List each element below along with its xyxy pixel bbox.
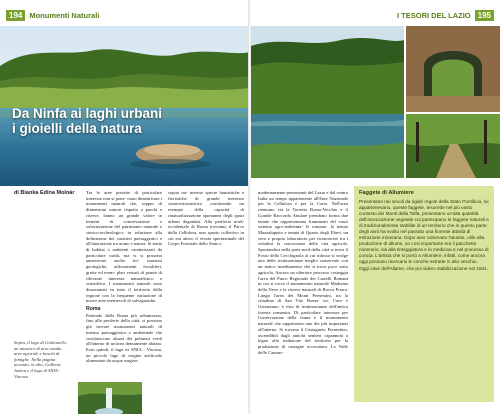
photo-caption: Sopra, il lago di Giulianello, un mosaico di aree umide, aree agricole e boschi di famiglie. Nella pagina accanto, in alto, Galleria Antica e il lago di SNIA - Viscosa [14,340,68,379]
sidebar-box [354,186,494,402]
column-3-paragraph: modernamente presentanti del Lazio e dal centro Italia un tempo appartenente all'Ente Nazionale per la Cellulosa e per la Carta. Nell'area rientrano via la Torretta Roma-Vecchio e il Grande Raccordo Anulare prendono forma due tenute che rappresentano frammenti del vasto sistema agro-ambienta- le romano: la tenuta Mazzalupetto e tenuta di Quarto degli Ebrei, un vero e proprio laboratorio per riconoscere tra i cittadini la conoscenza della vita agricola. Spostandosi nella parte nord della città si trova il Fosso della Cecchignola al cui ridosso si svolge una delle testimonianze meglio conservate con un antico insediamento che si trova poco sotto agricola. Ancora un ulteriore percorso costeggia l'area del Parco Regionale dei Castelli Romani in cui si trova il monumento naturale Madonna della Neve e le riserve naturali di Rocca Priora. Lungo l'area dei Monti Prenestini, tra la cittadina di San Vito Roma- no, Cave e Genazzano, è ritro di testimonianze dell'antica foresta romanica. Di particolare interesse per l'osservazione della fauna e il monumento naturale che rappresenta uno dei più importanti all'interno. Si trovano il Castagneto Prenestino, ascendibili dagli antichi sentieri capannoni a legno alla tradizione del territorio per la produzione di castagne accessitata. La Valle delle Cannuc- [258,190,348,355]
text-column-3 [258,190,348,355]
waterfall-photo [78,382,142,414]
forest-path-photo [406,114,500,178]
subhead-roma: Roma [86,306,101,313]
sidebar-title: Faggete di Allumiere [359,190,414,196]
left-section-title: Monumenti Naturali [29,10,100,20]
right-section-title: I TESORI DEL LAZIO [397,10,471,20]
right-page-number: 195 [475,10,494,21]
right-page-header [397,8,494,22]
stone-arch-photo [406,26,500,112]
intro-paragraph: Tra le aree protette di particolare interesse non si pone- nono dimenticare i monumenti naturali che, seppur di dimensioni minori rispetto a parchi e riserve, hanno un grande valore in termini di conservazione e valorizzazione del patrimonio naturale e storico-archeologico in relazione alla definizione dei caratteri paesaggistici e all'interazione tra uomo e natura. Si tratta di habitat o ambienti caratterizzati da particolare rarità, ma vi si possono annoverare anche for- mazioni geologiche, affioramenti fossiliferi, grotte ed esem- plari vetusti di piante di rilevante interesse naturalistico e scientifico. I monumenti naturali sono disseminati su tutto il territorio della regione con la frequente istituzione di nuove aree meritevoli di salvaguardia. [86,190,162,304]
article-title-line-2: i gioielli della natura [12,121,142,136]
roma-paragraph: Partendo dalla Roma più urbanizzata, fino alle periferie della città, si possono già trovare monumenti naturali di intenso paesaggistico e ambientale che costituiscono alcuni dei polmoni verdi all'interno di un'area densamente abitata. Esso quindi, il lago ex SNIA - Viscosa, un piccolo lago di origine artificiale alimentato da acque sorgive: [86,312,162,364]
lake-shore-photo [251,26,404,178]
sidebar-body: Presentano nei secoli da rigide regole della Stato Pontificio, lui appartenevano, queste faggete, tesorette nel più vasto contesto dei Monti della Tolfa, presentano un'alta quantità dell'associazione vegetale cui partecipano le faggete naturali e di tradizionalmente stabilite di un territorio che in questo parte degli anni ha svolto nel passato una fiorente attività di estrazione mineraria. Dopo aver osservato l'alunite, utile alla produzione di allume, un cosi importante era il pacchetto minerario, sia alla tinteggiatura e la medicina e nel processo di concia. L'artista che si portò a Allumiere, infatti, come ancora oggi possono ricercarsi le conche estratte in alto vecchio. Oggi cave dell'Allume, che poi videro stabilizzazione nel 1941. [359,198,489,271]
left-page-number: 194 [6,10,25,21]
article-title-line-1: Da Ninfa ai laghi urbani [12,106,163,121]
byline: di Bianka Edina Molnár [14,190,75,196]
column-2-paragraph: sopita nu- merose specie faunistiche e floristiche di grande interesse conservazionistico costituendo un esempio della capacità di rinaturalizzazione spontanea degli spazi urbani degradati. Alla periferia nord-occidentale di Roma troviamo il Parco della Cellulosa, uno spazio collettivo in cui era attivo il vivaio sperimentale del Corpo Forestale dello Stato e [168,190,244,247]
article-title [12,106,212,136]
text-column-2 [168,190,244,247]
left-page-header [6,8,99,22]
text-column-1 [86,190,162,364]
